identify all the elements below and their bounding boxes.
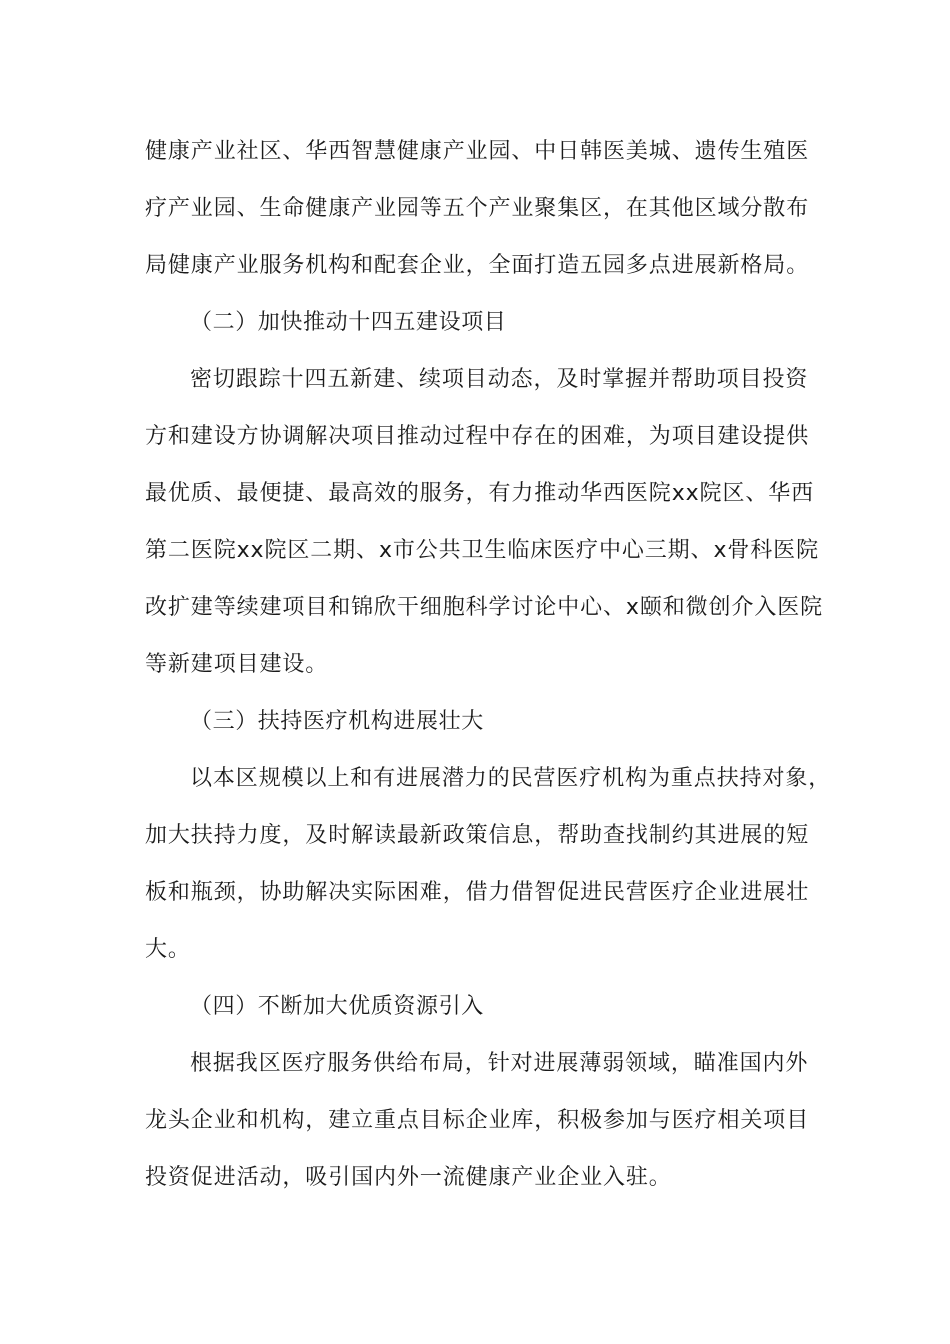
paragraph-line: 等新建项目建设。 bbox=[145, 652, 329, 677]
paragraph-line: 大。 bbox=[145, 937, 191, 962]
paragraph-line: 改扩建等续建项目和锦欣干细胞科学讨论中心、x颐和微创介入医院 bbox=[145, 595, 824, 620]
paragraph-line: 疗产业园、生命健康产业园等五个产业聚集区，在其他区域分散布 bbox=[145, 196, 810, 221]
paragraph-line: 龙头企业和机构，建立重点目标企业库，积极参加与医疗相关项目 bbox=[145, 1108, 810, 1133]
section-heading: （三）扶持医疗机构进展壮大 bbox=[190, 709, 484, 734]
paragraph-line: 密切跟踪十四五新建、续项目动态，及时掌握并帮助项目投资 bbox=[190, 367, 809, 392]
paragraph-line: 健康产业社区、华西智慧健康产业园、中日韩医美城、遗传生殖医 bbox=[145, 139, 810, 164]
paragraph-line: 局健康产业服务机构和配套企业，全面打造五园多点进展新格局。 bbox=[145, 253, 810, 278]
paragraph-line: 方和建设方协调解决项目推动过程中存在的困难，为项目建设提供 bbox=[145, 424, 810, 449]
section-heading: （四）不断加大优质资源引入 bbox=[190, 994, 484, 1019]
paragraph-line: 加大扶持力度，及时解读最新政策信息，帮助查找制约其进展的短 bbox=[145, 823, 810, 848]
paragraph-line: 最优质、最便捷、最高效的服务，有力推动华西医院xx院区、华西 bbox=[145, 481, 815, 506]
paragraph-line: 板和瓶颈，协助解决实际困难，借力借智促进民营医疗企业进展壮 bbox=[145, 880, 810, 905]
section-heading: （二）加快推动十四五建设项目 bbox=[190, 310, 507, 335]
paragraph-line: 根据我区医疗服务供给布局，针对进展薄弱领域，瞄准国内外 bbox=[190, 1051, 809, 1076]
paragraph-line: 第二医院xx院区二期、x市公共卫生临床医疗中心三期、x骨科医院 bbox=[145, 538, 819, 563]
paragraph-line: 以本区规模以上和有进展潜力的民营医疗机构为重点扶持对象， bbox=[190, 766, 832, 791]
paragraph-line: 投资促进活动，吸引国内外一流健康产业企业入驻。 bbox=[145, 1165, 672, 1190]
